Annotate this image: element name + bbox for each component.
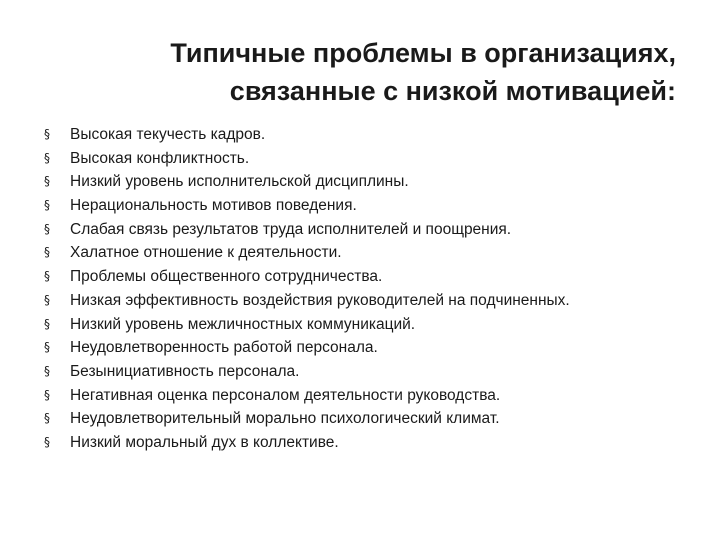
bullet-icon: § — [44, 292, 50, 307]
list-item-text: Низкий моральный дух в коллективе. — [70, 433, 339, 451]
list-item-text: Низкий уровень исполнительской дисциплины. — [70, 173, 409, 191]
bullet-icon: § — [44, 127, 50, 141]
title-line-1: Типичные проблемы в организациях, — [170, 38, 676, 68]
list-item — [40, 289, 690, 313]
list-item-text: Безынициативность персонала. — [70, 362, 300, 380]
list-item — [40, 384, 690, 408]
list-item-text: Халатное отношение к деятельности. — [70, 244, 342, 262]
list-item-text: Негативная оценка персоналом деятельности руководства. — [70, 386, 501, 404]
list-item-text: Низкий уровень межличностных коммуникаций. — [70, 315, 416, 333]
list-item — [40, 313, 690, 337]
slide-title — [76, 34, 676, 110]
list-item — [40, 360, 690, 384]
list-item — [40, 170, 690, 194]
list-item — [40, 336, 690, 360]
list-item-text: Низкая эффективность воздействия руководителей на подчиненных. — [70, 291, 570, 309]
list-item — [40, 123, 690, 147]
list-item-text: Неудовлетворительный морально психологический климат. — [70, 410, 500, 428]
list-item — [40, 218, 690, 242]
list-item-text: Высокая текучесть кадров. — [70, 126, 266, 143]
bullet-icon: § — [44, 363, 50, 378]
bullet-icon: § — [44, 150, 50, 165]
bullet-icon: § — [44, 245, 50, 260]
bullet-icon: § — [44, 174, 50, 189]
list-item — [40, 241, 690, 265]
bullet-icon: § — [44, 198, 50, 213]
bullet-icon: § — [44, 221, 50, 236]
list-item-text: Проблемы общественного сотрудничества. — [70, 268, 383, 286]
list-item-text: Высокая конфликтность. — [70, 149, 250, 167]
bullet-icon: § — [44, 340, 50, 355]
list-item — [40, 431, 690, 455]
list-item — [40, 265, 690, 289]
problem-list — [40, 123, 690, 455]
title-line-2: связанные с низкой мотивацией: — [229, 76, 676, 106]
bullet-icon: § — [44, 387, 50, 402]
list-item — [40, 407, 690, 431]
list-item-text: Нерациональность мотивов поведения. — [70, 197, 357, 215]
list-item — [40, 194, 690, 218]
bullet-icon: § — [44, 269, 50, 284]
bullet-icon: § — [44, 316, 50, 331]
list-item-text: Слабая связь результатов труда исполнителей и поощрения. — [70, 220, 512, 238]
bullet-icon: § — [44, 434, 50, 449]
list-item — [40, 147, 690, 171]
list-item-text: Неудовлетворенность работой персонала. — [70, 339, 378, 357]
bullet-icon: § — [44, 411, 50, 426]
